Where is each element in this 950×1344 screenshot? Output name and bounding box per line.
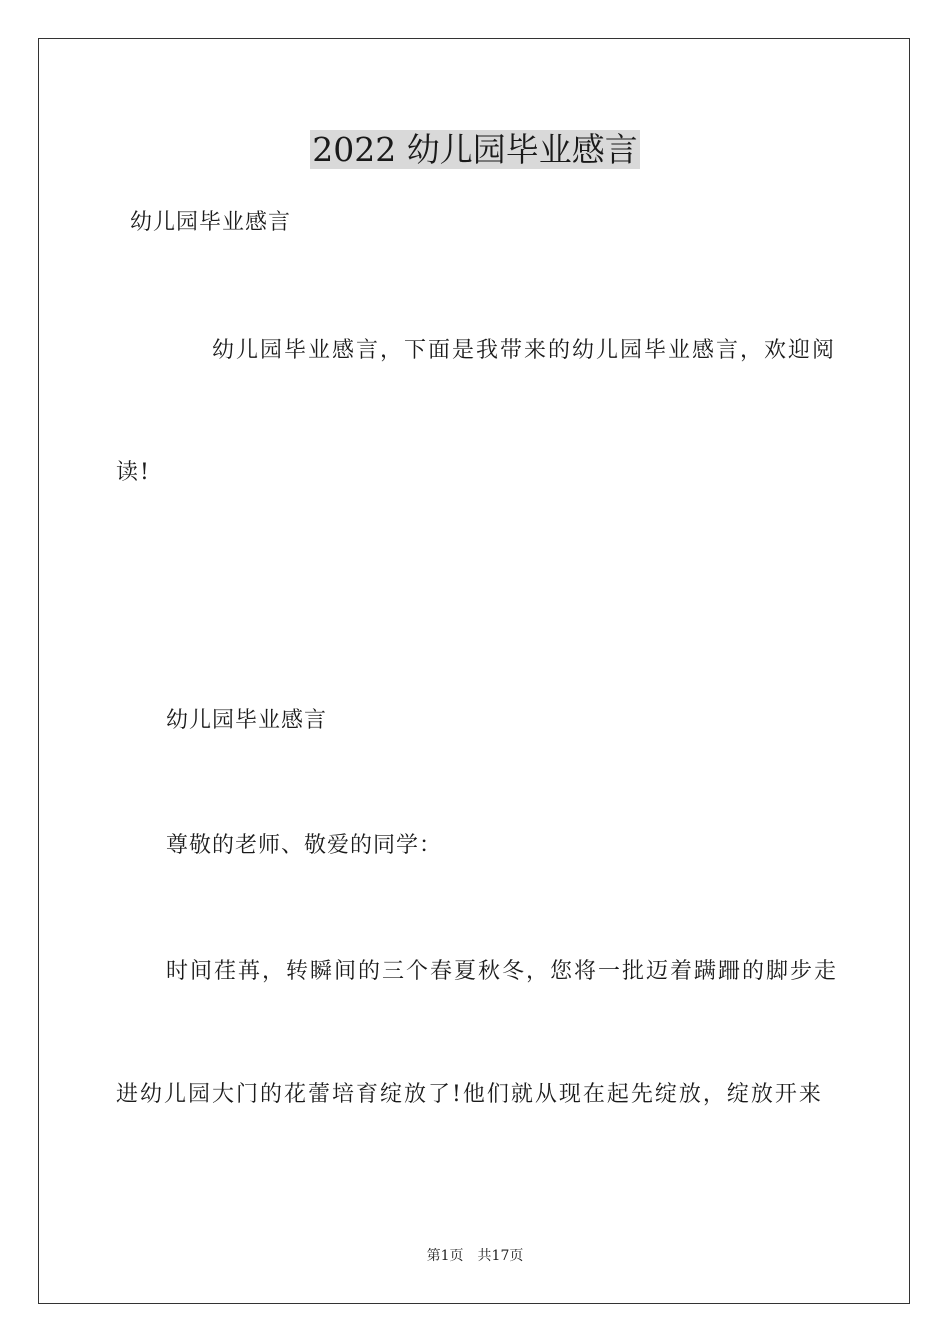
section-heading: 幼儿园毕业感言	[166, 708, 328, 733]
body-line-continued: 进幼儿园大门的花蕾培育绽放了!他们就从现在起先绽放，绽放开来	[116, 1082, 823, 1107]
intro-line-continued: 读!	[116, 460, 151, 485]
document-title-text: 2022 幼儿园毕业感言	[312, 130, 638, 169]
document-title	[0, 128, 950, 172]
salutation-line: 尊敬的老师、敬爱的同学：	[166, 833, 443, 858]
page-total: 共17页	[477, 1248, 524, 1264]
subtitle-line: 幼儿园毕业感言	[130, 210, 292, 235]
intro-line: 幼儿园毕业感言，下面是我带来的幼儿园毕业感言，欢迎阅	[212, 338, 837, 363]
page-number: 第1页	[426, 1248, 464, 1264]
page-footer	[0, 1246, 950, 1266]
body-line: 时间荏苒，转瞬间的三个春夏秋冬，您将一批迈着蹒跚的脚步走	[166, 959, 839, 984]
